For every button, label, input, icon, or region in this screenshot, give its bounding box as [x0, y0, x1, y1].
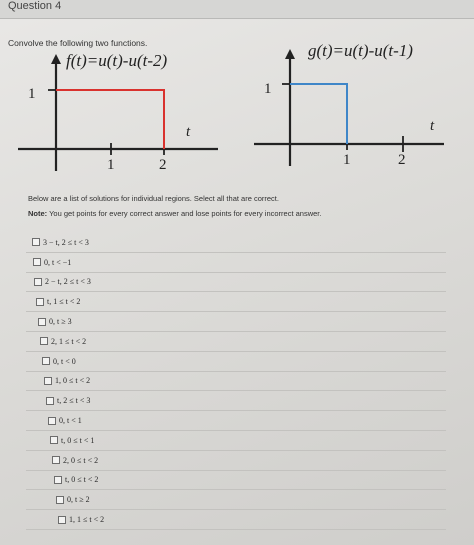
option-text: t, 2 ≤ t < 3: [57, 396, 91, 406]
checkbox[interactable]: [56, 496, 64, 504]
option-text: 2, 0 ≤ t < 2: [63, 455, 99, 465]
option-text: 0, t < 1: [59, 416, 82, 426]
instructions: Below are a list of solutions for individual regions. Select all that are correct.: [28, 194, 279, 203]
g-x-tick-label-2: 2: [398, 152, 406, 168]
option-text: 2 − t, 2 ≤ t < 3: [45, 277, 91, 287]
checkbox[interactable]: [44, 377, 52, 385]
option-row[interactable]: [26, 471, 446, 491]
option-text: 0, t ≥ 3: [49, 317, 72, 327]
option-text: t, 1 ≤ t < 2: [47, 297, 81, 307]
g-function-label: g(t)=u(t)-u(t-1): [308, 41, 413, 60]
note-text: You get points for every correct answer and lose points for every incorrect answer.: [47, 209, 322, 218]
question-title: Question 4: [8, 0, 62, 12]
checkbox[interactable]: [58, 516, 66, 524]
scoring-note: [28, 209, 321, 218]
option-row[interactable]: [26, 411, 446, 431]
g-y-tick-label: 1: [264, 81, 272, 97]
g-axis-name: t: [430, 118, 435, 134]
checkbox[interactable]: [54, 476, 62, 484]
graph-f: [18, 46, 223, 176]
checkbox[interactable]: [40, 337, 48, 345]
checkbox[interactable]: [32, 238, 40, 246]
option-row[interactable]: [26, 312, 446, 332]
option-row[interactable]: [26, 273, 446, 293]
f-axis-name: t: [186, 124, 191, 140]
checkbox[interactable]: [38, 318, 46, 326]
option-text: 0, t ≥ 2: [67, 495, 90, 505]
option-row[interactable]: [26, 233, 446, 253]
option-text: 1, 1 ≤ t < 2: [69, 515, 105, 525]
option-row[interactable]: [26, 510, 446, 530]
checkbox[interactable]: [33, 258, 41, 266]
option-text: 3 − t, 2 ≤ t < 3: [43, 237, 89, 247]
f-y-arrow-icon: [51, 54, 61, 64]
checkbox[interactable]: [50, 436, 58, 444]
answer-options: [26, 233, 446, 530]
option-text: 2, 1 ≤ t < 2: [51, 336, 87, 346]
option-row[interactable]: [26, 332, 446, 352]
f-y-tick-label: 1: [28, 86, 36, 102]
option-text: 1, 0 ≤ t < 2: [55, 376, 91, 386]
graph-g: [252, 40, 452, 170]
question-intro: Convolve the following two functions.: [8, 38, 148, 48]
option-row[interactable]: [26, 451, 446, 471]
checkbox[interactable]: [34, 278, 42, 286]
f-x-tick-label-2: 2: [159, 157, 167, 173]
option-text: t, 0 ≤ t < 2: [65, 475, 99, 485]
option-row[interactable]: [26, 253, 446, 273]
checkbox[interactable]: [48, 417, 56, 425]
note-label: Note:: [28, 209, 48, 218]
checkbox[interactable]: [42, 357, 50, 365]
option-row[interactable]: [26, 431, 446, 451]
checkbox[interactable]: [36, 298, 44, 306]
option-row[interactable]: [26, 490, 446, 510]
f-signal-line: [56, 90, 164, 149]
option-text: 0, t < −1: [44, 257, 72, 267]
option-row[interactable]: [26, 292, 446, 312]
checkbox[interactable]: [52, 456, 60, 464]
option-row[interactable]: [26, 391, 446, 411]
option-row[interactable]: [26, 372, 446, 392]
option-row[interactable]: [26, 352, 446, 372]
f-x-tick-label-1: 1: [107, 157, 115, 173]
g-y-arrow-icon: [285, 49, 295, 59]
g-signal-line: [290, 84, 347, 144]
g-x-tick-label-1: 1: [343, 152, 351, 168]
question-header: [0, 0, 474, 19]
f-function-label: f(t)=u(t)-u(t-2): [66, 51, 168, 70]
option-text: t, 0 ≤ t < 1: [61, 435, 95, 445]
option-text: 0, t < 0: [53, 356, 76, 366]
checkbox[interactable]: [46, 397, 54, 405]
